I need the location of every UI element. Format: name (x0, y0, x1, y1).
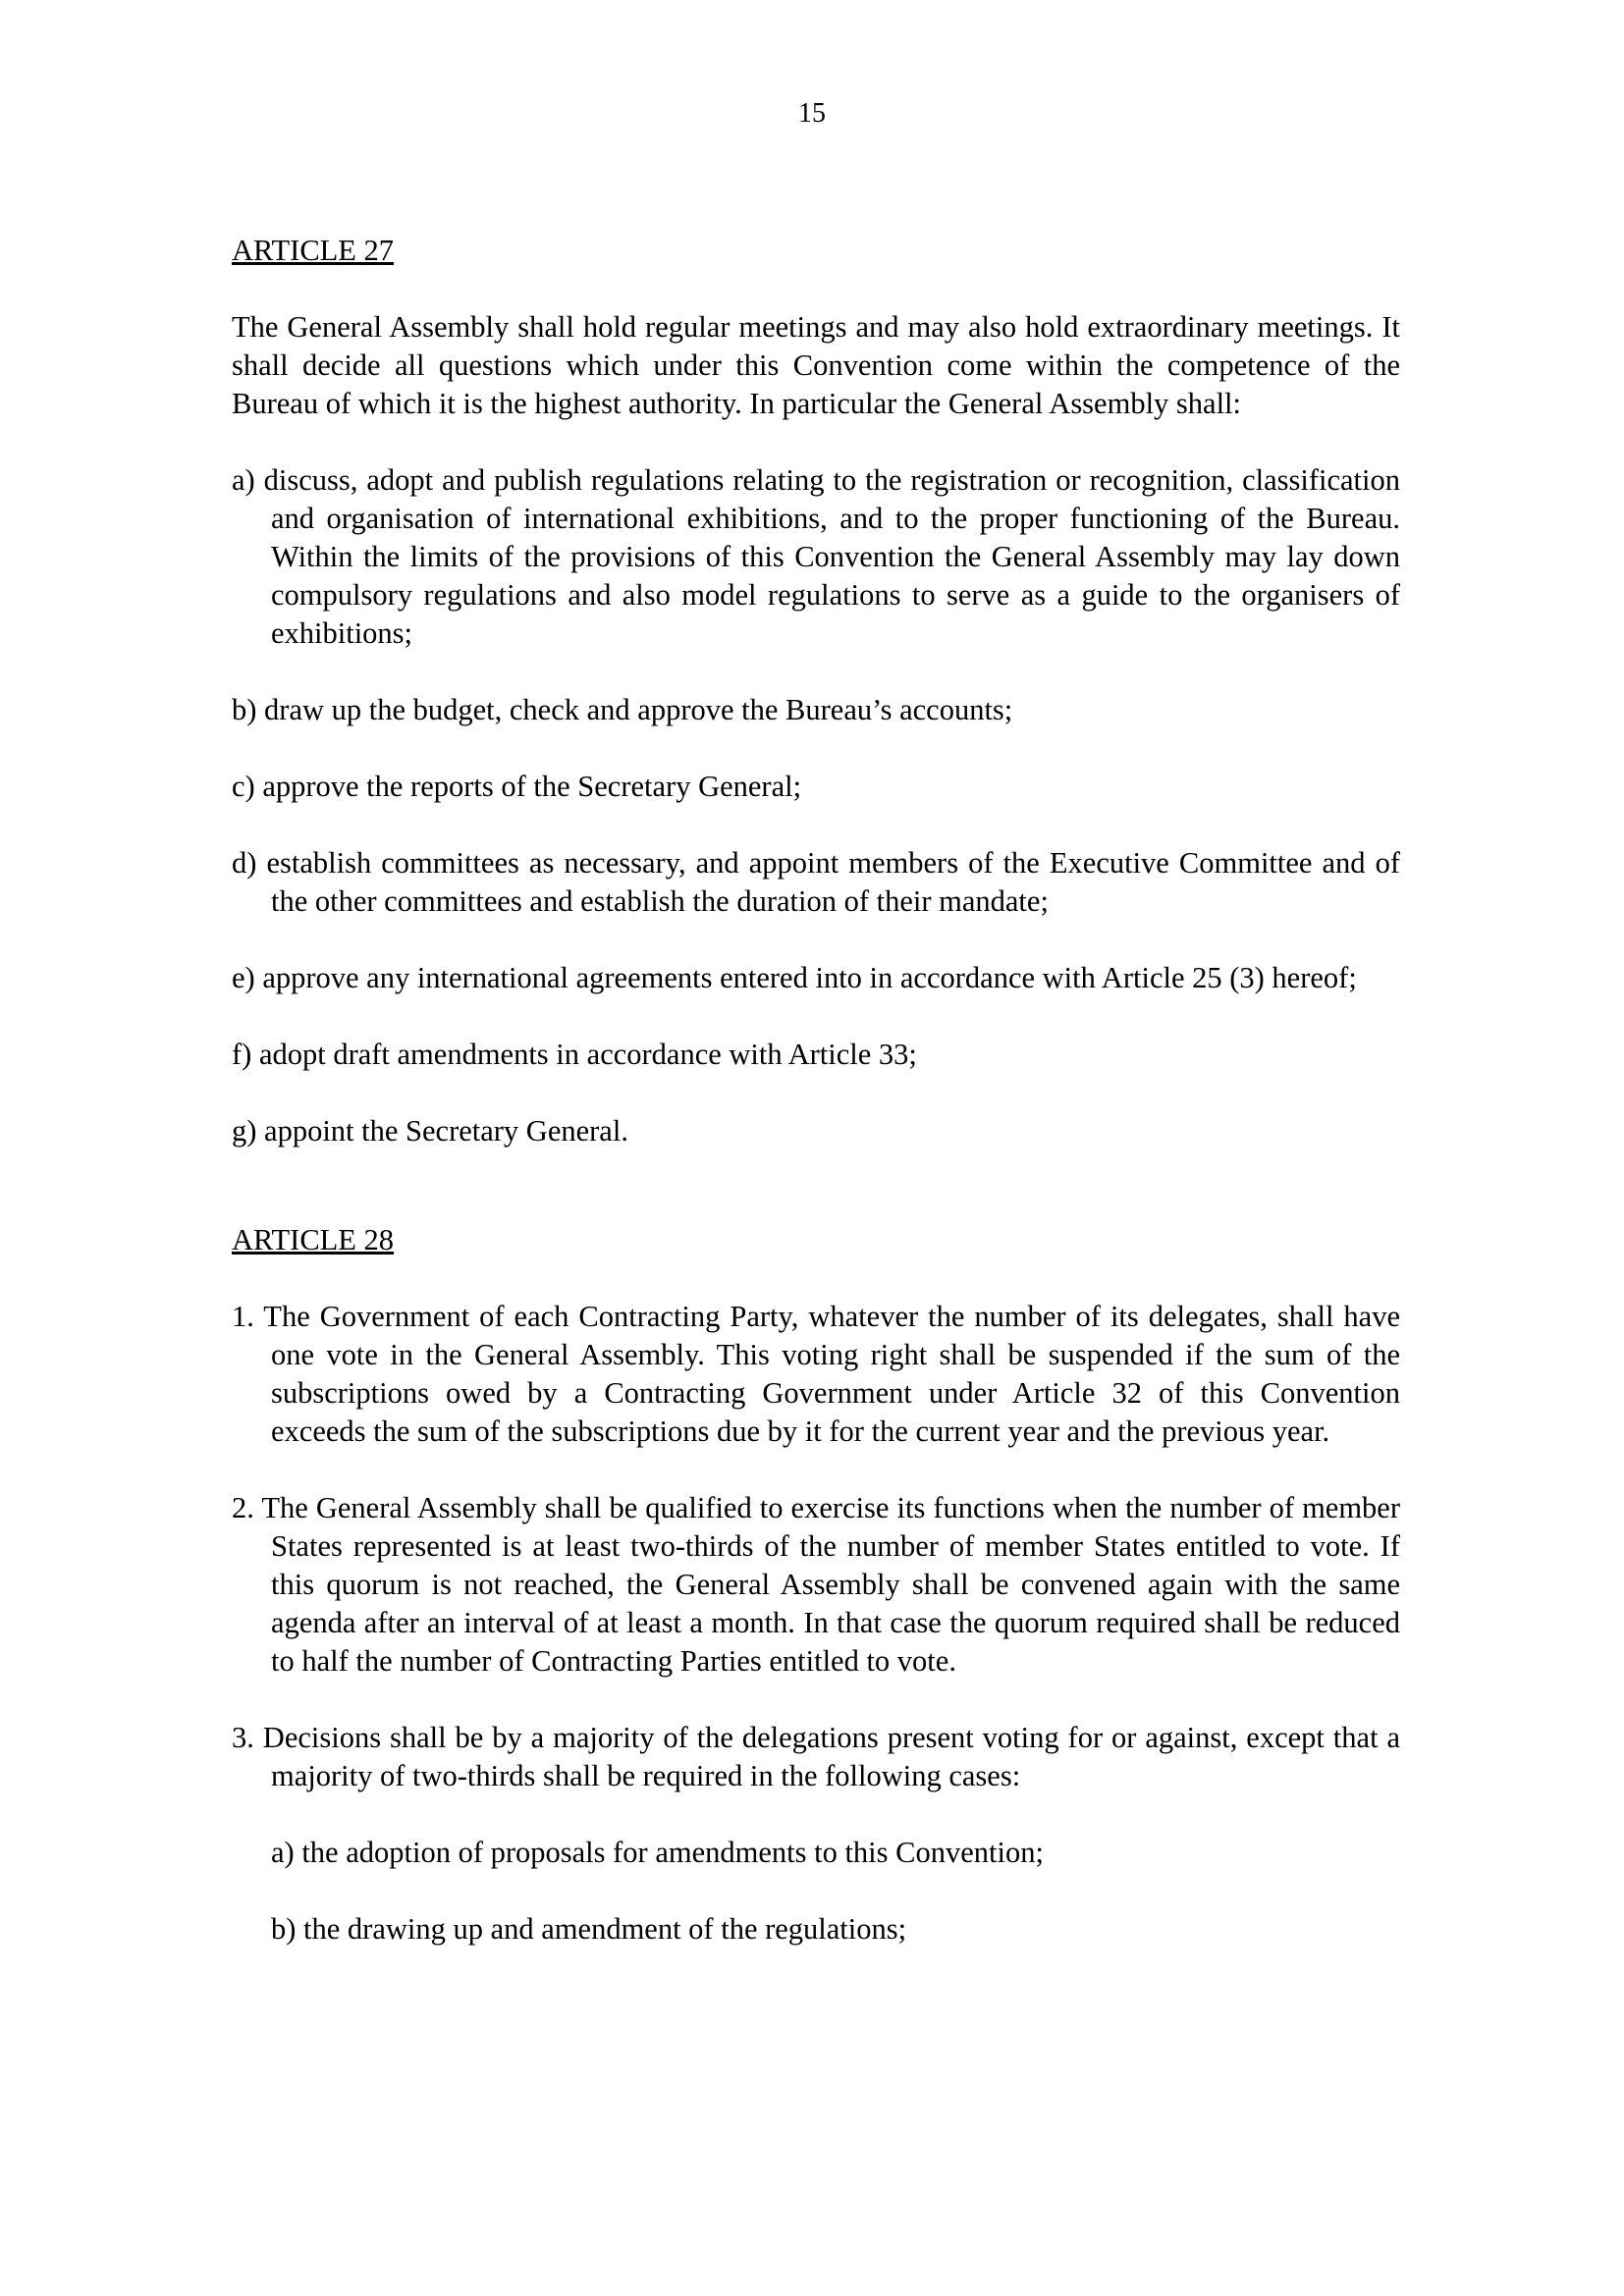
article-28-item-3: 3. Decisions shall be by a majority of the delegations present voting for or against, except that a majority of two-thirds shall be required in the following cases: (232, 1721, 1400, 1792)
article-28-sub-item-b: b) the drawing up and amendment of the regulations; (271, 1912, 907, 1946)
page-number: 15 (798, 98, 826, 129)
article-28-item-2: 2. The General Assembly shall be qualified to exercise its functions when the number of member States represented is at least two-thirds of the number of member States entitled to vote. If this quorum is not reached, the General Assembly shall be convened again with the same agenda after an interval of at least a month. In that case the quorum required shall be reduced to half the number of Contracting Parties entitled to vote. (232, 1491, 1400, 1678)
article-28-heading: ARTICLE 28 (232, 1223, 395, 1256)
article-28-item-1: 1. The Government of each Contracting Party, whatever the number of its delegates, shall have one vote in the General Assembly. This voting right shall be suspended if the sum of the subscriptions owed by a Contracting Government under Article 32 of this Convention exceeds the sum of the subscriptions due by it for the current year and the previous year. (232, 1300, 1400, 1448)
article-27-item-a: a) discuss, adopt and publish regulations relating to the registration or recognition, classification and organisation of international exhibitions, and to the proper functioning of the Bureau. Within the limits of the provisions of this Convention the General Assembly may lay down compulsory regulations and also model regulations to serve as a guide to the organisers of exhibitions; (232, 463, 1400, 650)
article-27-item-c: c) approve the reports of the Secretary General; (232, 770, 802, 803)
article-27-item-e: e) approve any international agreements entered into in accordance with Article 25 (3) hereof; (232, 961, 1357, 994)
article-27-item-b: b) draw up the budget, check and approve the Bureau’s accounts; (232, 693, 1013, 726)
article-27-intro: The General Assembly shall hold regular meetings and may also hold extraordinary meetings. It shall decide all questions which under this Convention come within the competence of the Bureau of which it is the highest authority. In particular the General Assembly shall: (232, 310, 1400, 420)
article-27-heading: ARTICLE 27 (232, 234, 395, 267)
article-27-item-f: f) adopt draft amendments in accordance with Article 33; (232, 1038, 917, 1071)
document-body (232, 232, 1400, 1949)
article-27-item-d: d) establish committees as necessary, and appoint members of the Executive Committee and of the other committees and establish the duration of their mandate; (232, 846, 1400, 918)
article-28-sub-item-a: a) the adoption of proposals for amendments to this Convention; (271, 1836, 1044, 1869)
article-27-item-g: g) appoint the Secretary General. (232, 1114, 628, 1148)
